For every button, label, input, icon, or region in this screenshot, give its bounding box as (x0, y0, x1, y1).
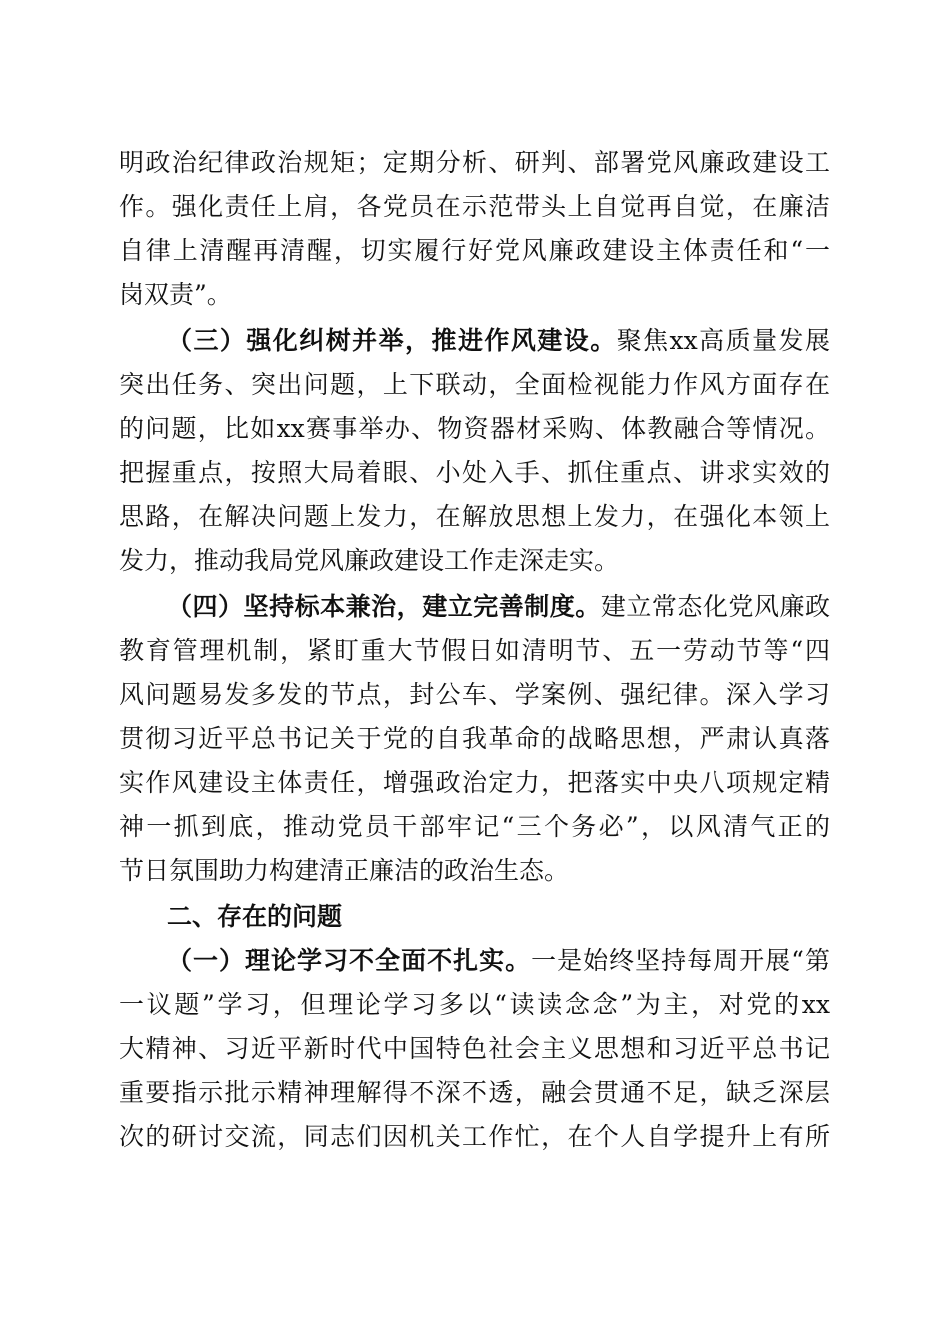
text-line: 贯彻习近平总书记关于党的自我革命的战略思想，严肃认真落 (119, 724, 830, 753)
text-line: 实作风建设主体责任，增强政治定力，把落实中央八项规定精 (119, 768, 830, 797)
text-line: 自律上清醒再清醒，切实履行好党风廉政建设主体责任和“一 (119, 236, 830, 265)
text-line: 神一抓到底，推动党员干部牢记“三个务必”，以风清气正的 (119, 812, 830, 841)
paragraph-3-heading: （三）强化纠树并举，推进作风建设。 (167, 326, 617, 355)
paragraph-s1-heading: （一）理论学习不全面不扎实。 (167, 946, 532, 975)
text-line: 把握重点，按照大局着眼、小处入手、抓住重点、讲求实效的 (119, 458, 830, 487)
text-line: 节日氛围助力构建清正廉洁的政治生态。 (119, 856, 570, 885)
paragraph-s1-text: 一是始终坚持每周开展“第 (531, 946, 830, 975)
paragraph-4-text: 建立常态化党风廉政 (600, 592, 830, 621)
paragraph-s1-first-line (167, 941, 830, 981)
text-line: 岗双责”。 (119, 280, 232, 309)
text-line: 发力，推动我局党风廉政建设工作走深走实。 (119, 546, 620, 575)
text-line: 大精神、习近平新时代中国特色社会主义思想和习近平总书记 (119, 1034, 830, 1063)
section-heading: 二、存在的问题 (167, 902, 343, 931)
text-line: 次的研讨交流，同志们因机关工作忙，在个人自学提升上有所 (119, 1122, 830, 1151)
paragraph-3-first-line (167, 321, 830, 361)
text-line: 教育管理机制，紧盯重大节假日如清明节、五一劳动节等“四 (119, 636, 830, 665)
text-line: 思路，在解决问题上发力，在解放思想上发力，在强化本领上 (119, 502, 830, 531)
text-line: 突出任务、突出问题，上下联动，全面检视能力作风方面存在 (119, 370, 830, 399)
text-line: 一议题”学习，但理论学习多以“读读念念”为主，对党的xx (119, 990, 830, 1019)
text-line: 明政治纪律政治规矩；定期分析、研判、部署党风廉政建设工 (119, 148, 830, 177)
paragraph-3-text: 聚焦xx高质量发展 (616, 326, 830, 355)
paragraph-4-first-line (167, 587, 830, 627)
text-line: 作。强化责任上肩，各党员在示范带头上自觉再自觉，在廉洁 (119, 192, 830, 221)
text-line: 重要指示批示精神理解得不深不透，融会贯通不足，缺乏深层 (119, 1078, 830, 1107)
text-line: 的问题，比如xx赛事举办、物资器材采购、体教融合等情况。 (119, 414, 830, 443)
text-line: 风问题易发多发的节点，封公车、学案例、强纪律。深入学习 (119, 680, 830, 709)
paragraph-4-heading: （四）坚持标本兼治，建立完善制度。 (167, 592, 601, 621)
